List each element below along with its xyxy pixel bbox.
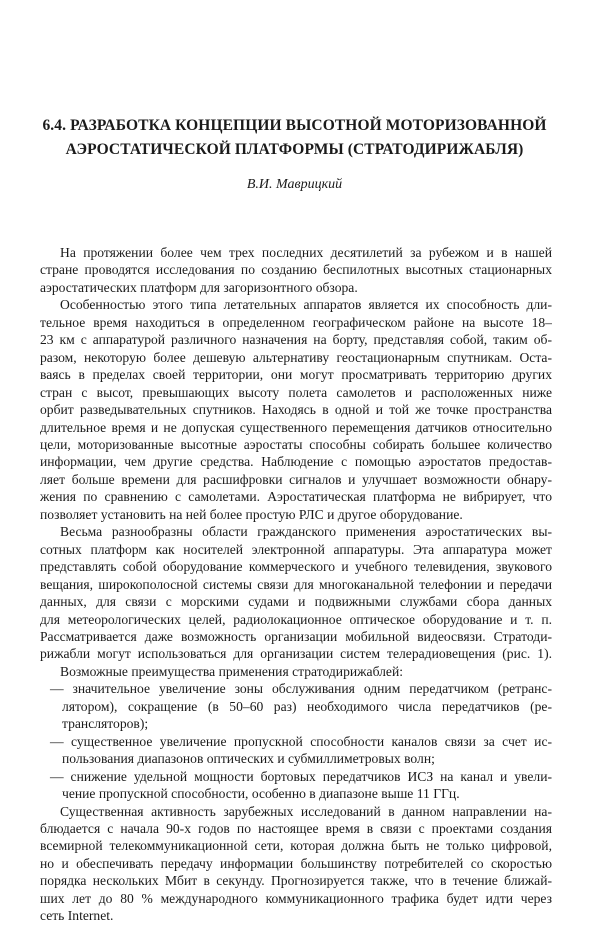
text-line: сотных платформ как носителей электронной аппаратуры. Эта аппаратура может — [40, 541, 552, 557]
text-line: ваясь в пределах своей территории, они могут просматривать территорию других — [40, 367, 552, 383]
text-line: аэростатических платформ для загоризонтного обзора. — [40, 279, 358, 295]
text-line: Существенная активность зарубежных исследований в данном направлении на- — [60, 803, 552, 819]
text-line: орбит разведывательных спутников. Находясь в одной и той же точке пространства — [40, 402, 552, 418]
text-line: но и обеспечивать передачу информации большинству потребителей со скоростью — [40, 855, 552, 871]
text-line: стране проводятся исследования по созданию беспилотных высотных стационарных — [40, 262, 552, 278]
text-line: На протяжении более чем трех последних десятилетий за рубежом и в нашей — [60, 245, 552, 260]
body-text — [40, 244, 552, 925]
heading-line-2: АЭРОСТАТИЧЕСКОЙ ПЛАТФОРМЫ (СТРАТОДИРИЖАБЛЯ) — [65, 141, 524, 158]
text-line: порядка нескольких Мбит в секунду. Прогнозируется также, что в течение ближай- — [40, 873, 552, 889]
text-line: Возможные преимущества применения стратодирижаблей: — [60, 663, 404, 679]
author-name: В.И. Маврицкий — [246, 177, 343, 192]
text-line: — значительное увеличение зоны обслуживания одним передатчиком (ретранс- — [50, 681, 552, 697]
text-line: чение пропускной способности, особенно в диапазоне выше 11 ГГц. — [62, 786, 460, 802]
text-line: данных, для связи с морскими судами и подвижными службами сбора данных — [40, 594, 552, 610]
text-line: — существенное увеличение пропускной способности каналов связи за счет ис- — [50, 733, 552, 749]
text-line: ляет больше времени для расшифровки сигналов и улучшает возможности обнару- — [40, 471, 552, 487]
text-line: позволяет установить на ней более простую РЛС и другое оборудование. — [40, 506, 463, 522]
text-line: цели, моторизованные высотные аэростаты способны собирать большее количество — [40, 436, 552, 452]
text-line: сеть Internet. — [40, 908, 114, 924]
heading-line-1: 6.4. РАЗРАБОТКА КОНЦЕПЦИИ ВЫСОТНОЙ МОТОРИЗОВАННОЙ — [42, 117, 547, 134]
text-line: Рассматривается даже возможность организации мобильной видеосвязи. Стратоди- — [40, 628, 552, 644]
text-line: пользования диапазонов оптических и субмиллиметровых волн; — [62, 751, 435, 767]
text-line: трансляторов); — [62, 716, 149, 732]
text-line: 23 км с аппаратурой различного назначения на борту, представляя собой, таким об- — [40, 332, 552, 348]
text-line: рижабли могут использоваться для организации систем телерадиовещения (рис. 1). — [40, 646, 552, 662]
text-line: жения по сравнению с самолетами. Аэростатическая платформа не вибрирует, что — [40, 489, 552, 505]
text-line: длительное время и не допуская существенного перемещения датчиков относительно — [40, 419, 552, 435]
section-heading — [30, 114, 559, 162]
text-line: Особенностью этого типа летательных аппаратов является их способность дли- — [60, 297, 552, 313]
text-line: — снижение удельной мощности бортовых передатчиков ИСЗ на канал и увели- — [50, 768, 552, 784]
text-line: для метеорологических целей, радиолокационное оптическое оборудование и т. п. — [40, 611, 552, 627]
text-line: вещания, широкополосной системы связи для многоканальной телефонии и передачи — [40, 576, 552, 592]
text-line: разом, некоторую более дешевую альтернативу геостационарным спутникам. Оста- — [40, 349, 552, 365]
text-line: стран с высот, превышающих высоту полета самолетов и расположенных ниже — [40, 384, 552, 400]
text-line: лятором), сокращение (в 50–60 раз) необходимого числа передатчиков (ре- — [62, 698, 552, 714]
text-line: блюдается с начала 90-х годов по настоящее время в связи с проектами создания — [40, 820, 552, 836]
text-line: всемирной телекоммуникационной сети, которая должна быть не только цифровой, — [40, 838, 552, 854]
text-line: информации, чем другие средства. Наблюдение с помощью аэростатов предостав- — [40, 454, 552, 470]
text-line: Весьма разнообразны области гражданского применения аэростатических вы- — [60, 524, 552, 540]
text-line: ших лет до 80 % международного коммуникационного трафика будет идти через — [40, 890, 552, 906]
text-line: тельное время находиться в определенном географическом районе на высоте 18– — [40, 314, 552, 330]
text-line: представлять собой оборудование коммерческого и учебного телевидения, звукового — [40, 559, 552, 575]
